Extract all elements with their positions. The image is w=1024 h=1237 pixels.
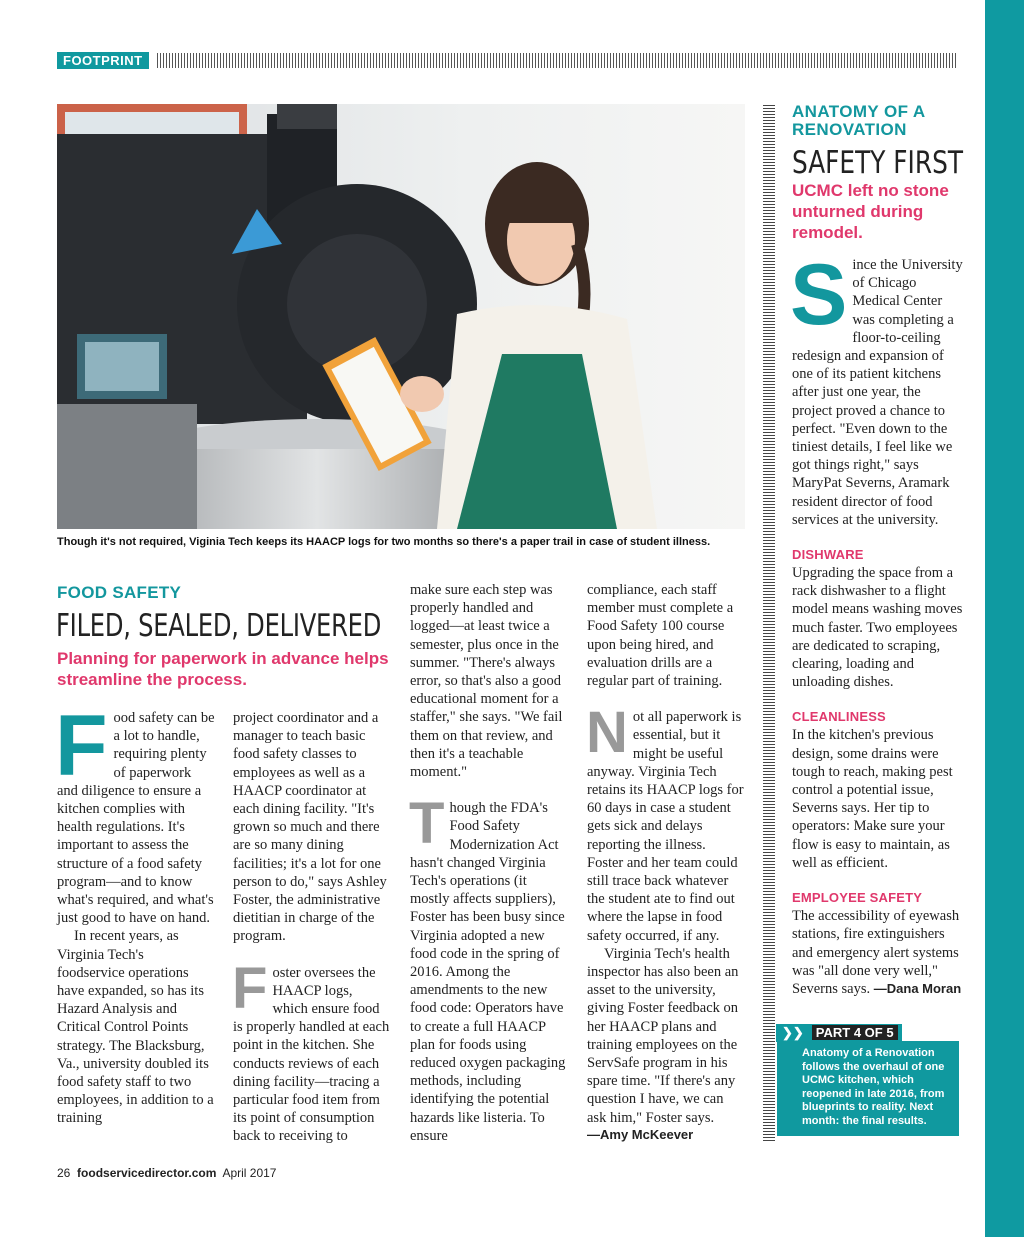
sidebar-body	[790, 247, 964, 998]
section-tag: FOOTPRINT	[57, 52, 149, 69]
page-number: 26	[57, 1166, 71, 1180]
article-column-2	[233, 709, 391, 1146]
header-rule	[157, 53, 957, 68]
body-paragraph: oster oversees the HAACP logs, which ensure food is properly handled at each point in the kitchen. She conducts reviews of each dining facility—tracing a particular food item from its point of consumption back to receiving to	[233, 964, 390, 1145]
series-note: Anatomy of a Renovation follows the overhaul of one UCMC kitchen, which reopened in late 2016, from blueprints to reality. Next month: the final results.	[777, 1041, 959, 1136]
body-paragraph: ot all paperwork is essential, but it might be useful anyway. Virginia Tech retains its HAACP logs for 60 days in case a student gets sick and delays reporting the illness. Foster and her team could still trace back whatever the student ate to find out where the lapse in food safety occurred, if any.	[587, 709, 744, 944]
sidebar-byline: —Dana Moran	[873, 980, 962, 996]
article-column-4	[587, 581, 745, 1142]
body-paragraph: make sure each step was properly handled and logged—at least twice a semester, plus once in the summer. "There's always error, so that's also a good educational moment for a staffer," she says. "We fail them on that review, and then it's a teachable moment."	[410, 582, 563, 781]
sidebar-paragraph: Upgrading the space from a rack dishwasher to a flight model means washing moves much faster. Two employees are dedicated to scraping, clearing, loading and unloading dishes.	[792, 565, 963, 691]
article-dek: Planning for paperwork in advance helps streamline the process.	[57, 649, 389, 689]
body-paragraph: hough the FDA's Food Safety Modernization Act hasn't changed Virginia Tech's operations (it mostly affects suppliers), Foster has been busy since Virginia adopted a new food code in the spring of 2016. Among the amendments to the new food code: Operators have to create a full HAACP plan for foods using reduced oxygen packaging methods, including identifying the potential hazards like listeria. To ensure	[410, 800, 566, 1144]
sidebar-paragraph: The accessibility of eyewash stations, fire extinguishers and emergency alert systems was "all done very well," Severns says.	[792, 908, 960, 997]
sidebar-paragraph: In the kitchen's previous design, some drains were tough to reach, making pest control a potential issue, Severns says. Her tip to operators: Make sure your flow is easy to maintain, as well as efficient.	[792, 727, 953, 871]
footer-site: foodservicedirector.com	[77, 1166, 217, 1180]
page-edge-bar	[985, 0, 1024, 1237]
article-kicker: FOOD SAFETY	[57, 583, 182, 602]
series-part-tag	[776, 1024, 902, 1042]
sidebar-dek: UCMC left no stone unturned during remodel.	[792, 181, 949, 242]
sidebar-rule	[763, 105, 775, 1142]
sidebar-paragraph: ince the University of Chicago Medical Center was completing a floor-to-ceiling redesign and expansion of one of its patient kitchens after just one year, the project proved a chance to perfect. "Even down to the tiniest details, I feel like we got things right," says MaryPat Severns, Aramark resident director of food services at the university.	[792, 257, 963, 528]
sidebar-subhead: EMPLOYEE SAFETY	[792, 890, 923, 906]
body-paragraph: compliance, each staff member must complete a Food Safety 100 course upon being hired, and evaluation drills are a regular part of training.	[587, 582, 734, 690]
body-paragraph: project coordinator and a manager to teach basic food safety classes to employees as well as a HAACP coordinator at each dining facility. "It's grown so much and there are so many dining facilities; it's a lot for one person to do," says Ashley Foster, the administrative dietitian in charge of the program.	[233, 710, 387, 945]
sidebar-subhead: CLEANLINESS	[792, 709, 886, 725]
drop-cap: F	[55, 698, 108, 794]
page-footer	[57, 1166, 276, 1180]
sidebar-headline: SAFETY FIRST	[792, 145, 963, 181]
article-byline: —Amy McKeever	[587, 1126, 694, 1142]
article-headline: FILED, SEALED, DELIVERED	[56, 608, 382, 644]
body-paragraph: ood safety can be a lot to handle, requiring plenty of paperwork and diligence to ensure a kitchen complies with health regulations. It's important to assess the structure of a food safety program—and to know what's required, and what's just good to have on hand.	[57, 710, 215, 927]
footer-issue: April 2017	[222, 1166, 277, 1180]
drop-cap: T	[409, 791, 445, 857]
sidebar-kicker: ANATOMY OF A RENOVATION	[792, 102, 925, 139]
article-column-1	[55, 698, 215, 1128]
article-column-3	[410, 581, 568, 1145]
drop-cap: S	[790, 247, 848, 343]
sidebar-subhead: DISHWARE	[792, 547, 864, 563]
body-paragraph: Virginia Tech's health inspector has also been an asset to the university, giving Foster feedback on her HAACP plans and training employees on the ServSafe program in his spare time. "If there's any question I have, we can ask him," Foster says.	[587, 945, 739, 1126]
body-paragraph: In recent years, as Virginia Tech's foodservice operations have expanded, so has its Hazard Analysis and Critical Control Points strategy. The Blacksburg, Va., university doubled its food safety staff to two employees, in addition to a training	[57, 928, 214, 1127]
drop-cap: N	[586, 700, 628, 766]
series-part-label: PART 4 OF 5	[812, 1025, 898, 1040]
article-photo	[57, 104, 745, 529]
drop-cap: F	[232, 955, 268, 1021]
chevron-right-icon: ❯❯	[782, 1025, 804, 1040]
photo-caption: Though it's not required, Viginia Tech keeps its HAACP logs for two months so there's a paper trail in case of student illness.	[57, 536, 711, 548]
